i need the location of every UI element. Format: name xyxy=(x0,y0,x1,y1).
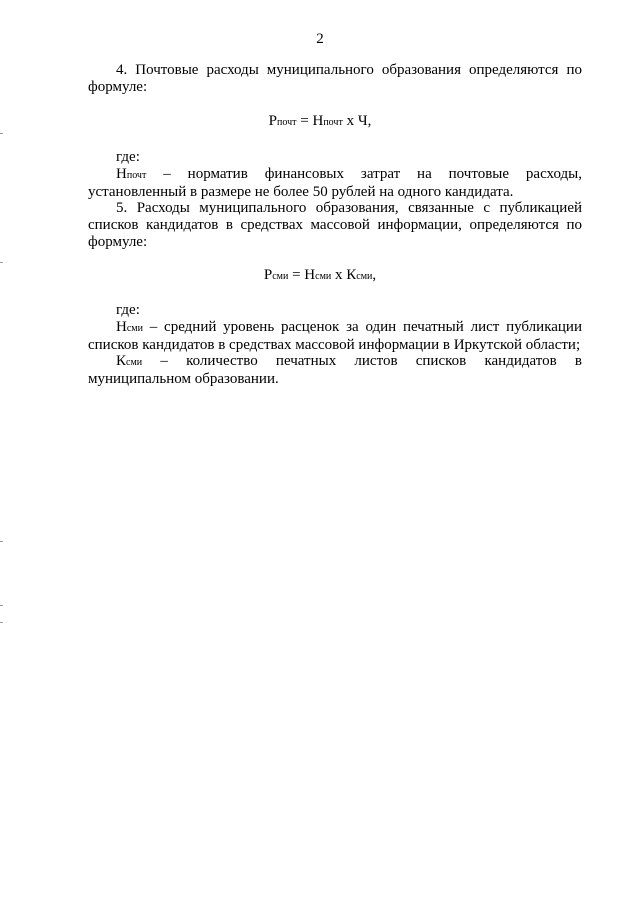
margin-mark xyxy=(0,541,3,542)
formula-subscript: почт xyxy=(277,117,297,128)
definition-text: – количество печатных листов списков кандидатов в муниципальном образовании. xyxy=(88,353,582,387)
definition-symbol: Н xyxy=(116,319,127,335)
definition-subscript: почт xyxy=(126,170,147,181)
paragraph-item-4: 4. Почтовые расходы муниципального образования определяются по формуле: xyxy=(88,62,582,95)
where-label: где: xyxy=(116,149,140,165)
definition-text: – средний уровень расценок за один печатный лист публикации списков кандидатов в средствах массовой информации в Иркутской области; xyxy=(88,319,582,353)
definition-n-postal xyxy=(88,166,582,201)
page-number: 2 xyxy=(316,31,324,47)
formula-subscript: сми xyxy=(356,271,373,282)
formula-symbol: К xyxy=(346,267,357,283)
paragraph-item-5: 5. Расходы муниципального образования, связанные с публикацией списков кандидатов в средствах массовой информации, определяются по формуле: xyxy=(88,200,582,250)
formula-symbol: Р xyxy=(263,267,273,283)
formula-symbol: Н xyxy=(312,113,324,129)
formula-subscript: сми xyxy=(272,271,289,282)
definition-text: – норматив финансовых затрат на почтовые расходы, установленный в размере не более 50 рублей на одного кандидата. xyxy=(88,166,582,200)
definition-k-media xyxy=(88,353,582,388)
definition-symbol: К xyxy=(116,353,127,369)
formula-operator: x xyxy=(331,267,347,283)
formula-media xyxy=(0,267,640,284)
margin-mark xyxy=(0,133,3,134)
formula-punct: , xyxy=(372,267,377,283)
formula-subscript: почт xyxy=(323,117,343,128)
where-label: где: xyxy=(116,302,140,318)
formula-postal xyxy=(0,113,640,130)
definition-n-media xyxy=(88,319,582,354)
formula-operator: = xyxy=(288,267,305,283)
margin-mark xyxy=(0,262,3,263)
definition-subscript: сми xyxy=(126,323,143,334)
formula-operator: = xyxy=(296,113,313,129)
definition-subscript: сми xyxy=(126,357,143,368)
formula-symbol: Н xyxy=(304,267,316,283)
formula-symbol: Р xyxy=(268,113,278,129)
margin-mark xyxy=(0,622,3,623)
definition-symbol: Н xyxy=(116,166,127,182)
margin-mark xyxy=(0,605,3,606)
formula-subscript: сми xyxy=(315,271,332,282)
formula-operator: x Ч, xyxy=(342,113,372,129)
